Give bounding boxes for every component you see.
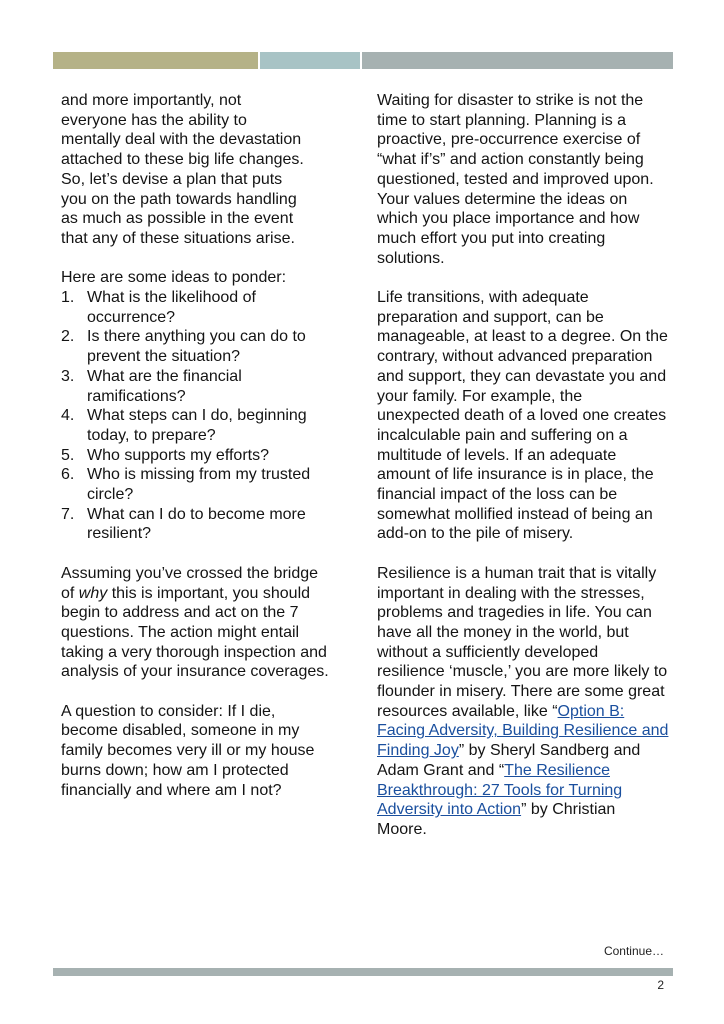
option-b-book-link[interactable]: Option B: Facing Adversity, Building Resilience and Finding Joy [377,702,669,760]
text-line: mentally deal with the devastation [61,131,302,149]
text-line: you on the path towards handling [61,190,297,208]
list-text: What steps can I do, beginning today, to prepare? [87,407,307,444]
list-number: 2. [61,328,75,346]
text-line: and more importantly, not [61,92,242,109]
list-text: What can I do to become more resilient? [87,505,306,543]
text-run: Assuming you’ve crossed the bridge of [61,564,319,602]
text-run: ” by Sheryl Sandberg and Adam Grant and “ [377,742,641,779]
right-column [377,91,669,859]
left-paragraph-4: A question to consider: If I die, become disabled, someone in my family becomes very ill or my house burns down; how am I protected financially and where am I not? [61,702,315,799]
text-line: as much as possible in the event [61,210,294,228]
header-bar-teal [260,52,360,69]
list-number: 4. [61,407,75,425]
text-line: So, let’s devise a plan that puts [61,170,283,188]
header-color-bar [53,52,673,69]
left-paragraph-3 [61,564,331,682]
list-number: 7. [61,505,75,523]
list-text: Who supports my efforts? [87,446,269,464]
list-text: What are the financial ramifications? [87,367,242,405]
list-number: 1. [61,289,75,307]
text-run: ” by Christian Moore. [377,801,616,838]
list-item [61,367,331,406]
text-line: attached to these big life changes. [61,151,304,169]
list-item [61,406,331,445]
right-paragraph-3 [377,564,669,840]
ideas-list [61,288,331,544]
list-text: What is the likelihood of occurrence? [87,289,256,326]
resilience-breakthrough-book-link[interactable]: The Resilience Breakthrough: 27 Tools for Turning Adversity into Action [377,761,623,819]
list-text: Is there anything you can do to prevent the situation? [87,328,306,366]
list-number: 5. [61,446,75,464]
list-number: 6. [61,466,75,484]
list-text: Who is missing from my trusted circle? [87,466,311,504]
emphasis-text: why [78,584,108,602]
header-bar-grey [362,52,673,69]
list-number: 3. [61,367,75,385]
footer-color-bar [53,968,673,976]
continue-label: Continue… [603,944,664,958]
list-item [61,446,331,466]
page-number: 2 [657,978,664,992]
list-item [61,327,331,366]
list-item [61,288,331,327]
text-run: Resilience is a human trait that is vitally important in dealing with the stresses, problems and tragedies in life. You can have all the money in the world, but without a sufficiently developed resilience ‘muscle,’ you are more likely to flounder in misery. There are some great resources available, like “ [377,564,668,720]
header-bar-olive [53,52,258,69]
right-paragraph-1: Waiting for disaster to strike is not the time to start planning. Planning is a proactive, pre-occurrence exercise of “what if’s” and action constantly being questioned, tested and improved upon. Your values determine the ideas on which you place importance and how much effort you put into creating solutions. [377,92,654,267]
left-paragraph-1 [61,91,331,249]
right-paragraph-2: Life transitions, with adequate preparation and support, can be manageable, at least to a degree. On the contrary, without advanced preparation and support, they can devastate you and your family. For example, the unexpected death of a loved one creates incalculable pain and suffering on a multitude of levels. If an adequate amount of life insurance is in place, the financial impact of the loss can be somewhat mollified instead of being an add-on to the pile of misery. [377,289,668,543]
text-line: everyone has the ability to [61,111,247,129]
left-column [61,91,331,820]
text-line: that any of these situations arise. [61,229,295,247]
list-intro: Here are some ideas to ponder: [61,269,287,287]
list-item [61,465,331,504]
text-run: this is important, you should begin to address and act on the 7 questions. The action might entail taking a very thorough inspection and analysis of your insurance coverages. [61,584,329,681]
list-item [61,505,331,544]
